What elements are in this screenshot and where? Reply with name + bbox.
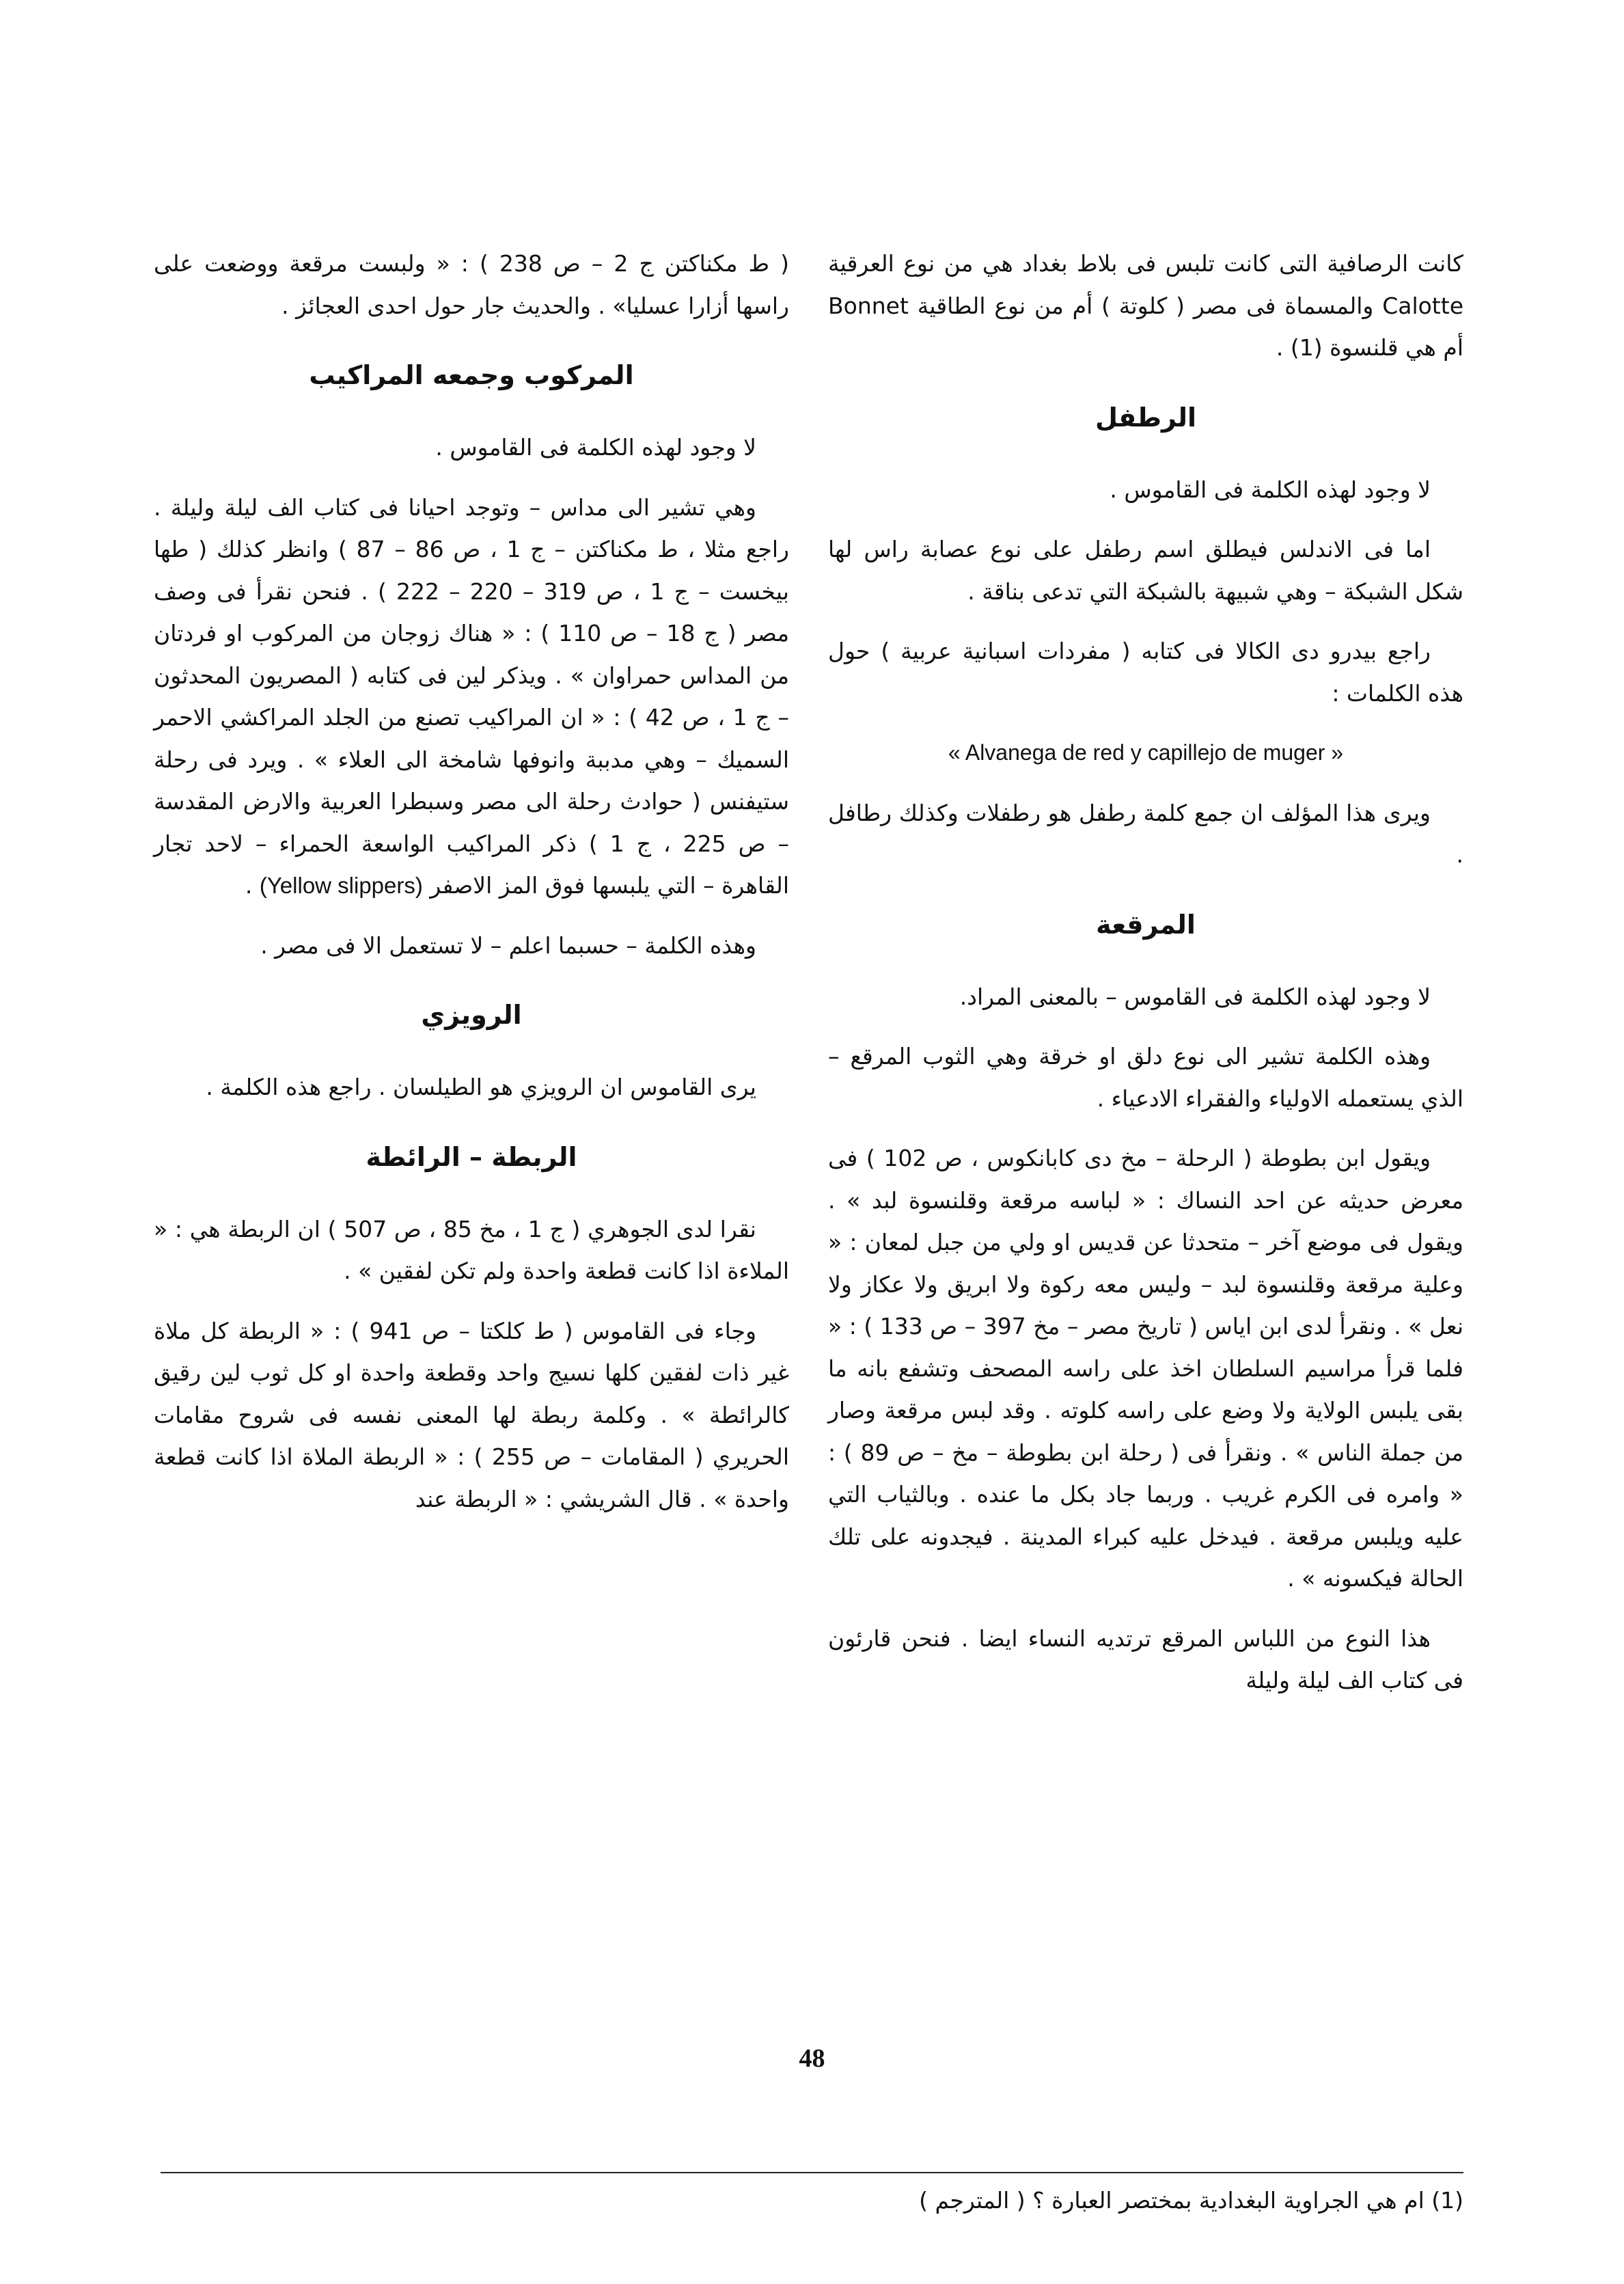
footnote-divider — [161, 2172, 1463, 2173]
section-heading-ruwayzi: الرويزي — [421, 1000, 522, 1030]
paragraph: هذا النوع من اللباس المرقع ترتديه النساء ايضا . فنحن قارئون فى كتاب الف ليلة وليلة — [828, 1624, 1463, 1694]
paragraph: لا وجود لهذه الكلمة فى القاموس . — [435, 434, 756, 461]
paragraph: لا وجود لهذه الكلمة فى القاموس – بالمعنى المراد. — [959, 983, 1431, 1010]
left-column-intro: ( ط مكناكتن ج 2 – ص 238 ) : « ولبست مرقعة ووضعت على راسها أزارا عسليا» . والحديث جار حول احدى العجائز . — [154, 250, 789, 319]
paragraph: لا وجود لهذه الكلمة فى القاموس . — [1110, 476, 1431, 503]
paragraph: وجاء فى القاموس ( ط كلكتا – ص 941 ) : « الربطة كل ملاة غير ذات لفقين كلها نسيج واحد وقطعة واحدة او كل ثوب لين رقيق كالرائطة » . وكلمة ربطة لها المعنى نفسه فى شروح مقامات الحريري ( المقامات – ص 255 ) : « الربطة الملاة اذا كانت قطعة واحدة » . قال الشريشي : « الربطة عند — [154, 1317, 789, 1512]
right-column — [828, 243, 1463, 1719]
latin-term: (Yellow slippers) — [259, 873, 423, 898]
latin-quote: « Alvanega de red y capillejo de muger » — [948, 740, 1344, 765]
footnote-marker: (1) — [1431, 2187, 1463, 2214]
paragraph: اما فى الاندلس فيطلق اسم رطفل على نوع عصابة راس لها شكل الشبكة – وهي شبيهة بالشبكة التي تدعى بناقة . — [828, 536, 1463, 605]
paragraph: وهذه الكلمة – حسبما اعلم – لا تستعمل الا فى مصر . — [260, 932, 756, 959]
paragraph: ويقول ابن بطوطة ( الرحلة – مخ دى كابانكوس ، ص 102 ) فى معرض حديثه عن احد النساك : « لباسه مرقعة وقلنسوة لبد » . ويقول فى موضع آخر – متحدثا عن قديس او ولي من جبل لمعان : « وعلية مرقعة وقلنسوة لبد – وليس معه ركوة ولا ابريق ولا عكاز ولا نعل » . ونقرأ لدى ابن اياس ( تاريخ مصر – مخ 397 – ص 133 ) : « فلما قرأ مراسيم السلطان اخذ على راسه المصحف وتشفع بانه ما بقى يلبس الولاية ولا وضع على راسه كلوته . وقد لبس مرقعة وصار من جملة الناس » . ونقرأ فى ( رحلة ابن بطوطة – مخ – ص 89 ) : « وامره فى الكرم غريب . وربما جاد بكل ما عنده . وبالثياب التي عليه ويلبس مرقعة . فيدخل عليه كبراء المدينة . فيجدونه على تلك الحالة فيكسونه » . — [828, 1145, 1464, 1592]
paragraph: يرى القاموس ان الرويزي هو الطيلسان . راجع هذه الكلمة . — [206, 1074, 756, 1100]
footnote — [161, 2180, 1463, 2221]
section-heading-rabta: الربطة – الرائطة — [366, 1141, 577, 1172]
section-heading-markub: المركوب وجمعه المراكيب — [309, 360, 634, 390]
paragraph: وهي تشير الى مداس – وتوجد احيانا فى كتاب الف ليلة وليلة . راجع مثلا ، ط مكناكتن – ج 1 ، ص 86 – 87 ) وانظر كذلك ( طها بيخست – ج 1 ، ص 319 – 220 – 222 ) . فنحن نقرأ فى وصف مصر ( ج 18 – ص 110 ) : « هناك زوجان من المركوب او فردتان من المداس حمراوان » . ويذكر لين فى كتابه ( المصريون المحدثون – ج 1 ، ص 42 ) : « ان المراكيب تصنع من الجلد المراكشي الاحمر السميك – وهي مدببة وانوفها شامخة الى العلاء » . ويرد فى رحلة ستيفنس ( حوادث رحلة الى مصر وسبطرا العربية والارض المقدسة – ص 225 ، ج 1 ) ذكر المراكيب الواسعة الحمراء – لاحد تجار القاهرة – التي يلبسها فوق المز الاصفر (Yellow slippers) . — [154, 493, 790, 899]
footnote-text: ام هي الجراوية البغدادية بمختصر العبارة ؟ ( المترجم ) — [919, 2187, 1425, 2214]
paragraph: راجع بيدرو دى الكالا فى كتابه ( مفردات اسبانية عربية ) حول هذه الكلمات : — [828, 638, 1463, 707]
section-heading-rutfal: الرطفل — [1095, 402, 1196, 433]
paragraph: ويرى هذا المؤلف ان جمع كلمة رطفل هو رطفلات وكذلك رطافل . — [828, 799, 1463, 868]
paragraph: وهذه الكلمة تشير الى نوع دلق او خرقة وهي الثوب المرقع – الذي يستعمله الاولياء والفقراء الادعياء . — [828, 1043, 1463, 1112]
right-column-intro: كانت الرصافية التى كانت تلبس فى بلاط بغداد هي من نوع العرقية Calotte والمسماة فى مصر ( كلوتة ) أم من نوع الطاقية Bonnet أم هي قلنسوة (1) . — [828, 250, 1463, 361]
page-number: 48 — [799, 2044, 825, 2073]
paragraph: نقرا لدى الجوهري ( ج 1 ، مخ 85 ، ص 507 ) ان الربطة هي : « الملاءة اذا كانت قطعة واحدة ولم تكن لفقين » . — [154, 1215, 789, 1284]
section-heading-muraqqaa: المرقعة — [1096, 909, 1196, 940]
paragraph-text: وهي تشير الى مداس – وتوجد احيانا فى كتاب الف ليلة وليلة . راجع مثلا ، ط مكناكتن – ج 1 ، ص 86 – 87 ) وانظر كذلك ( طها بيخست – ج 1 ، ص 319 – 220 – 222 ) . فنحن نقرأ فى وصف مصر ( ج 18 – ص 110 ) : « هناك زوجان من المركوب او فردتان من المداس حمراوان » . ويذكر لين فى كتابه ( المصريون المحدثون – ج 1 ، ص 42 ) : « ان المراكيب تصنع من الجلد المراكشي الاحمر السميك – وهي مدببة وانوفها شامخة الى العلاء » . ويرد فى رحلة ستيفنس ( حوادث رحلة الى مصر وسبطرا العربية والارض المقدسة – ص 225 ، ج 1 ) ذكر المراكيب الواسعة الحمراء – لاحد تجار القاهرة – التي يلبسها فوق المز الاصفر — [154, 493, 790, 899]
left-column — [154, 243, 789, 1538]
